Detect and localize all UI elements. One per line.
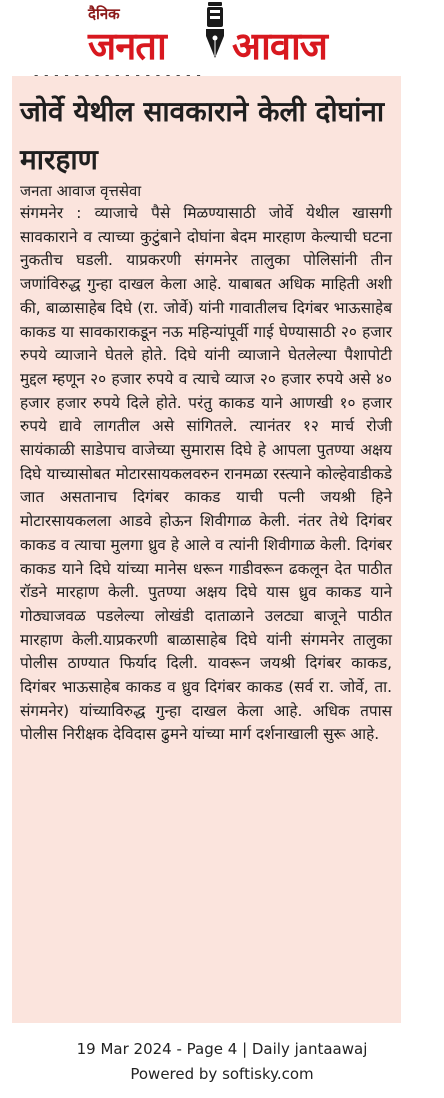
cut-previous-article-line: - - - - - - - - - - - - - - - - - bbox=[34, 68, 202, 82]
masthead-small-word: दैनिक bbox=[88, 5, 120, 23]
masthead-title-right: आवाज bbox=[232, 24, 328, 68]
masthead-title-left: जनता bbox=[88, 24, 166, 68]
article-byline: जनता आवाज वृत्तसेवा bbox=[20, 182, 142, 200]
newspaper-masthead bbox=[0, 0, 444, 82]
page-footer bbox=[0, 1030, 444, 1098]
edition-info: 19 Mar 2024 - Page 4 | Daily jantaawaj bbox=[76, 1040, 368, 1058]
article-headline: जोर्वे येथील सावकाराने केली दोघांना मारहाण bbox=[20, 95, 385, 176]
news-clipping bbox=[12, 68, 401, 1023]
article-body: संगमनेर : व्याजाचे पैसे मिळण्यासाठी जोर्वे येथील खासगी सावकाराने व त्याच्या कुटुंबाने दोघांना बेदम मारहाण केल्याची घटना नुकतीच घडली. याप्रकरणी संगमनेर तालुका पोलिसांनी तीन जणांविरुद्ध गुन्हा दाखल केला आहे. याबाबत अधिक माहिती अशी की, बाळासाहेब दिघे (रा. जोर्वे) यांनी गावातीलच दिगंबर भाऊसाहेब काकड या सावकाराकडून नऊ महिन्यांपूर्वी गाई घेण्यासाठी २० हजार रुपये व्याजाने घेतले होते. दिघे यांनी व्याजाने घेतलेल्या पैशापोटी मुद्दल म्हणून २० हजार रुपये व त्याचे व्याज २० हजार रुपये असे ४० हजार हजार रुपये दिले होते. परंतु काकड याने आणखी १० हजार रुपये द्यावे लागतील असे सांगितले. त्यानंतर १२ मार्च रोजी सायंकाळी साडेपाच वाजेच्या सुमारास दिघे हे आपला पुतण्या अक्षय दिघे याच्यासोबत मोटारसायकलवरुन रानमळा रस्त्याने कोल्हेवाडीकडे जात असतानाच दिगंबर काकड याची पत्नी जयश्री हिने मोटारसायकलला आडवे होऊन शिवीगाळ केली. नंतर तेथे दिगंबर काकड व त्याचा मुलगा ध्रुव हे आले व त्यांनी शिवीगाळ केली. दिगंबर काकड याने दिघे यांच्या मानेस धरून गाडीवरून ढकलून देत पाठीत रॉडने मारहाण केली. पुतण्या अक्षय दिघे यास ध्रुव काकड याने गोठ्याजवळ पडलेल्या लोखंडी दाताळाने उलट्या बाजूने पाठीत मारहाण केली.याप्रकरणी बाळासाहेब दिघे यांनी संगमनेर तालुका पोलीस ठाण्यात फिर्याद दिली. यावरून जयश्री दिगंबर काकड, दिगंबर भाऊसाहेब काकड व ध्रुव दिगंबर काकड (सर्व रा. जोर्वे, ता. संगमनेर) यांच्याविरुद्ध गुन्हा दाखल केला आहे. अधिक तपास पोलीस निरीक्षक देविदास ढुमने यांच्या मार्ग दर्शनाखाली सुरू आहे. bbox=[20, 204, 392, 744]
powered-by-link[interactable]: Powered by softisky.com bbox=[130, 1065, 314, 1083]
pen-nib-logo-icon bbox=[201, 2, 229, 60]
